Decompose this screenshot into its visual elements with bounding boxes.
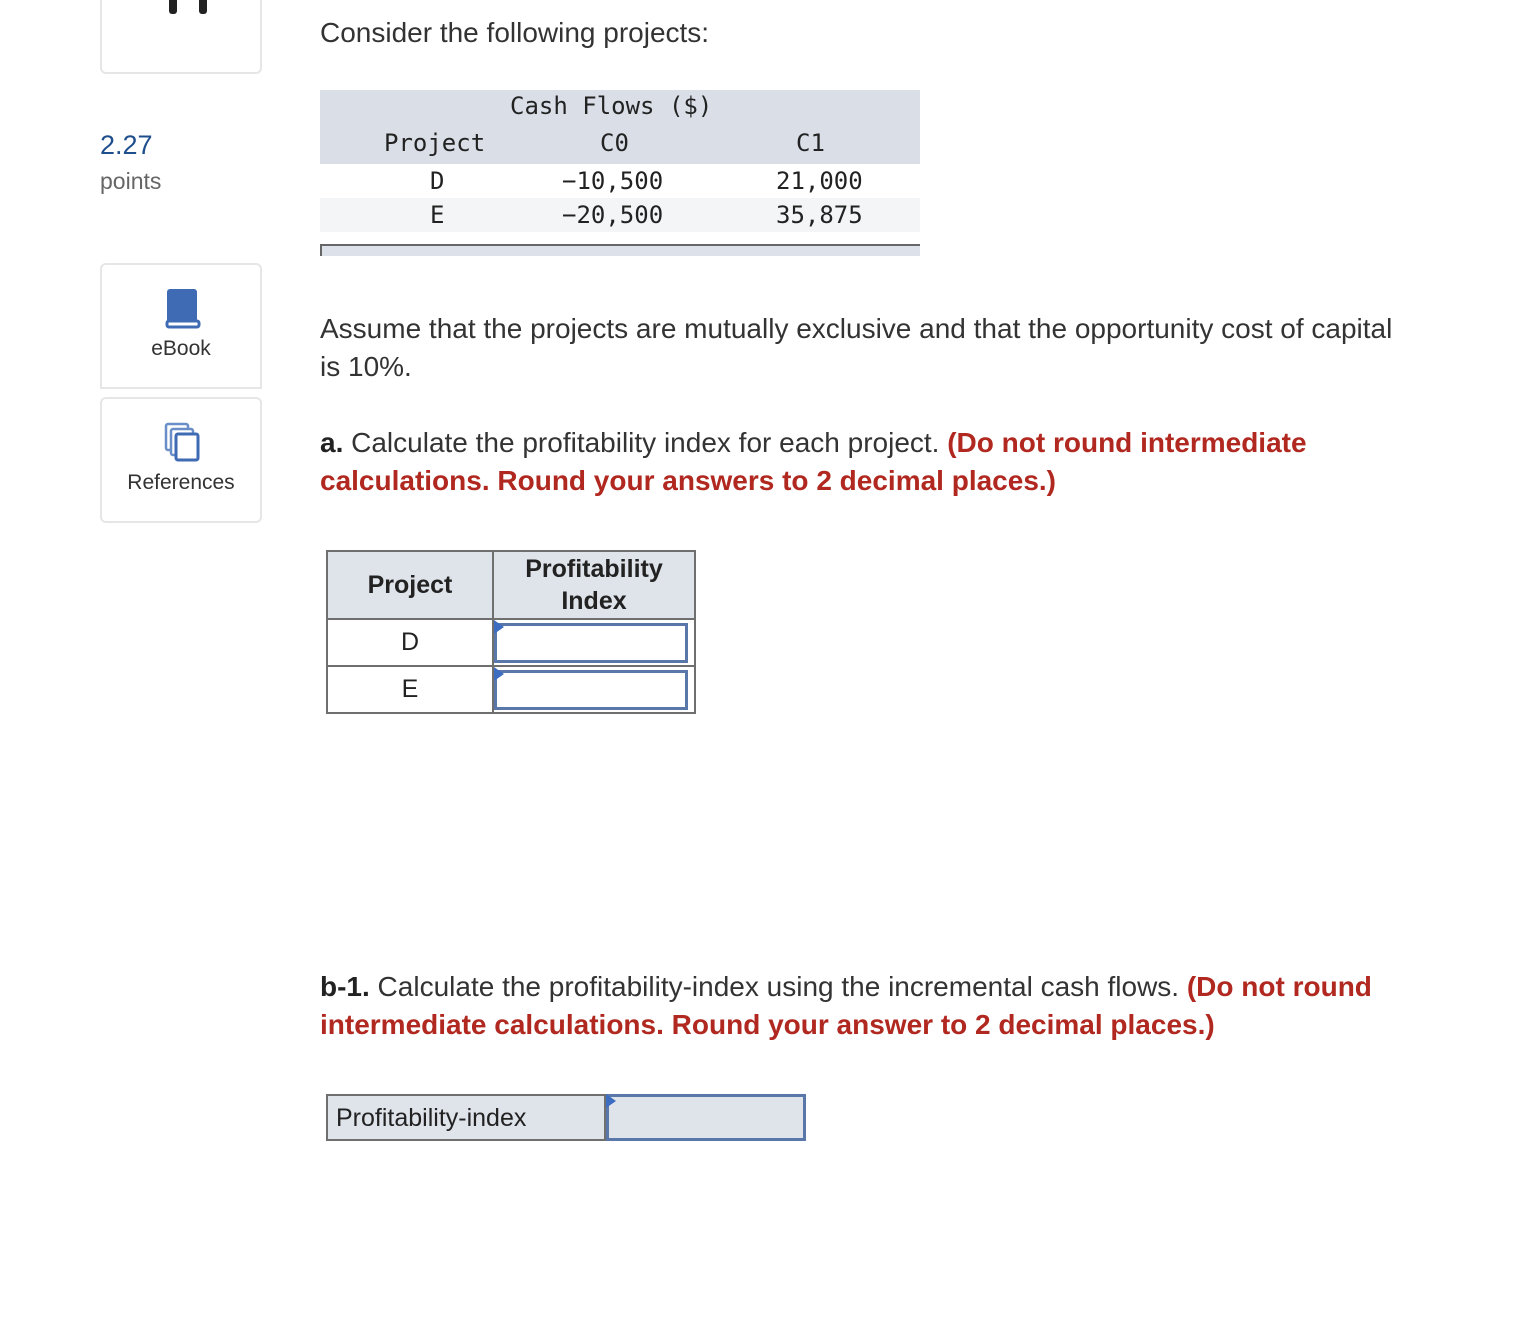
row-c1: 35,875 — [776, 201, 863, 229]
incremental-pi-input[interactable] — [606, 1094, 806, 1141]
incremental-pi-row — [326, 1094, 806, 1141]
table-row — [327, 619, 695, 666]
question-intro: Consider the following projects: — [320, 17, 710, 48]
row-project: D — [430, 167, 445, 195]
ebook-label: eBook — [151, 337, 211, 360]
pi-input-cell — [493, 619, 695, 666]
cash-flows-group-header: Cash Flows ($) — [510, 92, 713, 120]
row-project: E — [430, 201, 445, 229]
points-value: 2.27 — [100, 130, 153, 160]
question-number-card — [100, 0, 262, 74]
pi-row-project: D — [327, 619, 493, 666]
table-row — [320, 198, 920, 232]
pi-header-project: Project — [327, 551, 493, 619]
part-a-instruction: (Do not round intermediate calculations. Round your answers to 2 decimal places.) — [320, 427, 1307, 496]
question-number-glyph — [199, 0, 207, 14]
input-marker-icon — [494, 620, 504, 634]
table-row — [327, 666, 695, 713]
input-marker-icon — [606, 1094, 616, 1108]
ebook-button[interactable] — [100, 263, 262, 389]
part-a-prompt — [320, 424, 1440, 500]
assumption-text: Assume that the projects are mutually exclusive and that the opportunity cost of capital is 10%. — [320, 313, 1393, 382]
header-project: Project — [384, 129, 486, 157]
part-b1-prompt — [320, 968, 1430, 1044]
part-b1-label: b-1. — [320, 971, 370, 1002]
profitability-index-table — [326, 550, 696, 714]
part-a-label: a. — [320, 427, 344, 458]
row-c0: −10,500 — [562, 167, 664, 195]
row-c0: −20,500 — [562, 201, 664, 229]
references-button[interactable] — [100, 397, 262, 523]
row-c1: 21,000 — [776, 167, 863, 195]
incremental-pi-label: Profitability-index — [326, 1094, 606, 1141]
cash-flow-table — [320, 90, 920, 232]
table-row — [320, 164, 920, 198]
pi-row-project: E — [327, 666, 493, 713]
pi-input-e[interactable] — [494, 670, 688, 710]
table-divider — [320, 244, 920, 256]
question-number-glyph — [169, 0, 177, 14]
pi-header-index — [493, 551, 695, 619]
references-icon — [163, 421, 203, 465]
part-b1-text: Calculate the profitability-index using the incremental cash flows. — [369, 971, 1187, 1002]
pi-header-line2: Index — [561, 587, 627, 615]
part-b1-instruction: (Do not round intermediate calculations. Round your answer to 2 decimal places.) — [320, 971, 1372, 1040]
pi-input-d[interactable] — [494, 623, 688, 663]
pi-header-line1: Profitability — [525, 555, 663, 583]
part-a-text: Calculate the profitability index for each project. — [343, 427, 948, 458]
cash-flow-header — [320, 90, 920, 164]
input-marker-icon — [494, 667, 504, 681]
header-c1: C1 — [796, 129, 825, 157]
references-label: References — [127, 471, 235, 494]
incremental-pi-input-wrap — [606, 1094, 806, 1141]
header-c0: C0 — [600, 129, 629, 157]
points-label: points — [100, 168, 162, 194]
pi-input-cell — [493, 666, 695, 713]
book-icon — [163, 287, 203, 331]
